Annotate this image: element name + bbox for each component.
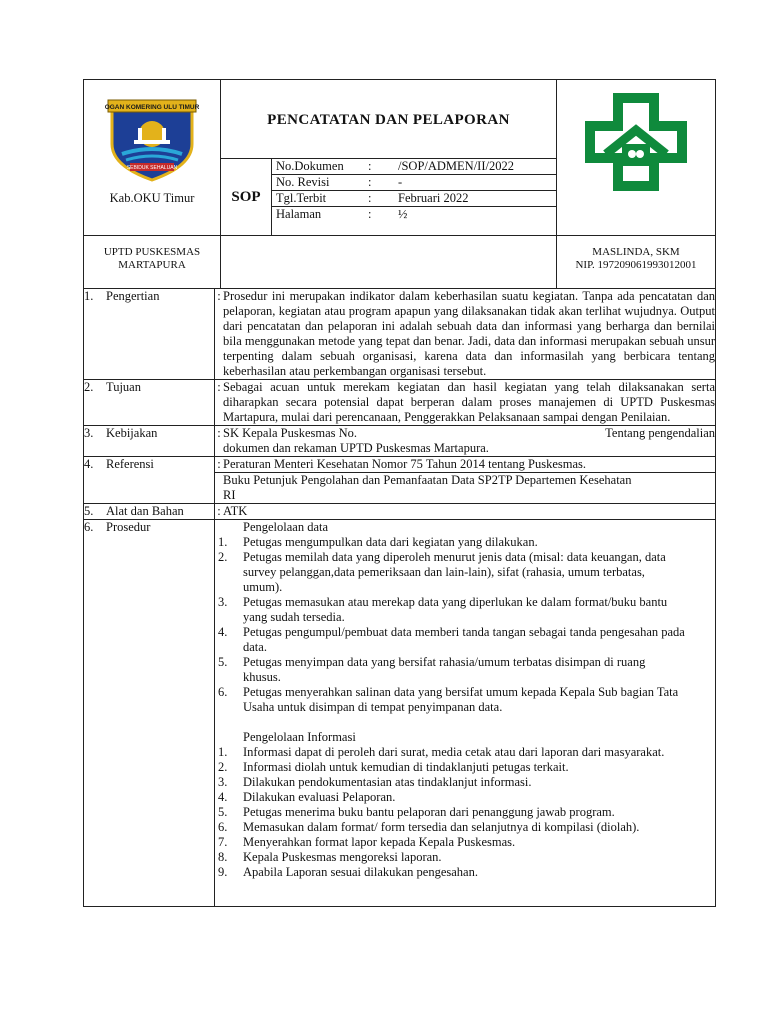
regency-logo-cell bbox=[84, 80, 221, 236]
puskesmas-cross-logo bbox=[576, 92, 696, 192]
content-cell bbox=[215, 520, 716, 907]
meta-value: ½ bbox=[398, 207, 408, 221]
label-cell bbox=[84, 457, 215, 504]
unit-cell bbox=[84, 236, 221, 289]
group-title-informasi: Pengelolaan Informasi bbox=[243, 730, 356, 744]
step-number: 8. bbox=[218, 850, 228, 864]
step-text: Petugas menyerahkan salinan data yang bersifat umum kepada Kepala Sub bagian Tata Usaha untuk disimpan di tempat penyimpanan data. bbox=[243, 685, 679, 714]
step-text: Memasukan dalam format/ form tersedia dan selanjutnya di kompilasi (diolah). bbox=[243, 820, 640, 834]
kebijakan-text-a: SK Kepala Puskesmas No. bbox=[223, 426, 358, 440]
step-number: 4. bbox=[218, 790, 228, 804]
step-number: 6. bbox=[218, 820, 228, 834]
row-referensi bbox=[84, 457, 716, 504]
procedure-step bbox=[215, 625, 685, 655]
unit-name: UPTD PUSKESMAS MARTAPURA bbox=[103, 246, 201, 271]
section-number: 3. bbox=[84, 426, 94, 440]
kabupaten-label: Kab.OKU Timur bbox=[109, 191, 195, 205]
meta-value: /SOP/ADMEN/II/2022 bbox=[398, 159, 514, 173]
procedure-step bbox=[215, 595, 685, 625]
procedure-step bbox=[215, 835, 685, 850]
section-label: Referensi bbox=[106, 457, 154, 471]
meta-row-halaman bbox=[272, 207, 556, 222]
step-number: 2. bbox=[218, 550, 228, 564]
content-cell: : Sebagai acuan untuk merekam kegiatan dan hasil kegiatan yang telah dilaksanakan serta diharapkan secara potensial dapat berperan dalam proses manajemen di UPTD Puskesmas Martapura, mulai dari perencanaan, Penggerakkan Pelaksanaan sampai dengan Penilaian. bbox=[215, 380, 716, 426]
pengertian-text: Prosedur ini merupakan indikator dalam keberhasilan suatu kegiatan. Tanpa ada pencatatan dan pelaporan, kegiatan atau program apapun yang dilaksanakan tidak akan terlihat wujudnya. Output dari pencatatan dan pelaporan ini adalah sebuah data dan informasi yang berharga dan bernilai bila menggunakan metode yang tepat dan benar. Jadi, data dan informasi merupakan sebuah unsur terpenting dalam sebuah organisasi, karena data dan informasilah yang berbicara tentang keberhasilan atau perkembangan organisasi tersebut. bbox=[223, 289, 715, 378]
section-number: 2. bbox=[84, 380, 94, 394]
procedure-step bbox=[215, 820, 685, 835]
step-number: 1. bbox=[218, 745, 228, 759]
content-cell: : ATK bbox=[215, 504, 716, 520]
meta-value: - bbox=[398, 175, 403, 189]
meta-colon: : bbox=[368, 159, 372, 173]
health-logo-cell bbox=[557, 80, 716, 236]
step-text: Informasi dapat di peroleh dari surat, media cetak atau dari laporan dari masyarakat. bbox=[243, 745, 665, 759]
section-label: Tujuan bbox=[106, 380, 141, 394]
content-cell: : Prosedur ini merupakan indikator dalam keberhasilan suatu kegiatan. Tanpa ada pencatatan dan pelaporan, kegiatan atau program apapun yang dilaksanakan tidak akan terlihat wujudnya. Output dari pencatatan dan pelaporan ini adalah sebuah data dan informasi yang berharga dan bernilai bila menggunakan metode yang tepat dan benar. Jadi, data dan informasi merupakan sebuah unsur terpenting dalam sebuah organisasi, karena data dan informasilah yang berbicara tentang keberhasilan atau perkembangan organisasi tersebut. bbox=[215, 289, 716, 380]
step-text: Informasi diolah untuk kemudian di tindaklanjuti petugas terkait. bbox=[243, 760, 569, 774]
meta-key: No. Revisi bbox=[276, 175, 330, 189]
step-text: Petugas memasukan atau merekap data yang diperlukan ke dalam format/buku bantu yang sudah tersedia. bbox=[243, 595, 668, 624]
empty-cell bbox=[221, 236, 557, 289]
step-number: 7. bbox=[218, 835, 228, 849]
procedure-step bbox=[215, 655, 685, 685]
sop-meta-cell bbox=[221, 159, 557, 236]
logo-motto-text: SEBIDUK SEHALUAN bbox=[126, 165, 178, 171]
document-meta bbox=[272, 159, 556, 235]
procedure-step bbox=[215, 685, 685, 715]
label-cell bbox=[84, 520, 215, 907]
step-text: Petugas pengumpul/pembuat data memberi tanda tangan sebagai tanda pengesahan pada data. bbox=[243, 625, 685, 654]
meta-row-revisi bbox=[272, 175, 556, 191]
step-number: 3. bbox=[218, 595, 228, 609]
step-text: Kepala Puskesmas mengoreksi laporan. bbox=[243, 850, 442, 864]
label-cell bbox=[84, 426, 215, 457]
content-cell: : Peraturan Menteri Kesehatan Nomor 75 Tahun 2014 tentang Puskesmas. Buku Petunjuk Pengolahan dan Pemanfaatan Data SP2TP Departemen Kesehatan RI bbox=[215, 457, 716, 504]
step-number: 5. bbox=[218, 805, 228, 819]
step-text: Dilakukan evaluasi Pelaporan. bbox=[243, 790, 396, 804]
procedure-step bbox=[215, 760, 685, 775]
header-table bbox=[83, 79, 716, 289]
procedure-step bbox=[215, 775, 685, 790]
section-number: 1. bbox=[84, 289, 94, 303]
referensi-line-1: Peraturan Menteri Kesehatan Nomor 75 Tahun 2014 tentang Puskesmas. bbox=[223, 457, 587, 471]
step-number: 3. bbox=[218, 775, 228, 789]
section-number: 5. bbox=[84, 504, 94, 518]
content-cell: : SK Kepala Puskesmas No. Tentang pengendalian dokumen dan rekaman UPTD Puskesmas Martapura. bbox=[215, 426, 716, 457]
tujuan-text: Sebagai acuan untuk merekam kegiatan dan hasil kegiatan yang telah dilaksanakan serta diharapkan secara potensial dapat berperan dalam proses manajemen di UPTD Puskesmas Martapura, mulai dari perencanaan, Penggerakkan Pelaksanaan sampai dengan Penilaian. bbox=[223, 380, 715, 424]
procedure-step bbox=[215, 535, 685, 550]
title-cell bbox=[221, 80, 557, 159]
meta-key: Halaman bbox=[276, 207, 322, 221]
section-label: Prosedur bbox=[106, 520, 151, 534]
meta-value: Februari 2022 bbox=[398, 191, 469, 205]
procedure-step bbox=[215, 550, 685, 595]
meta-key: No.Dokumen bbox=[276, 159, 344, 173]
step-text: Apabila Laporan sesuai dilakukan pengesahan. bbox=[243, 865, 478, 879]
step-text: Petugas menerima buku bantu pelaporan dari penanggung jawab program. bbox=[243, 805, 615, 819]
signer-nip: NIP. 197209061993012001 bbox=[575, 258, 697, 271]
alat-text: ATK bbox=[223, 504, 248, 518]
procedure-step bbox=[215, 850, 685, 865]
step-number: 6. bbox=[218, 685, 228, 699]
row-tujuan bbox=[84, 380, 716, 426]
row-pengertian bbox=[84, 289, 716, 380]
row-alat-bahan bbox=[84, 504, 716, 520]
step-number: 1. bbox=[218, 535, 228, 549]
step-text: Dilakukan pendokumentasian atas tindaklanjut informasi. bbox=[243, 775, 532, 789]
kebijakan-text-b: Tentang pengendalian bbox=[605, 426, 715, 440]
procedure-step bbox=[215, 805, 685, 820]
meta-colon: : bbox=[368, 191, 372, 205]
signer-name: MASLINDA, SKM bbox=[592, 246, 680, 258]
signature-cell bbox=[557, 236, 716, 289]
label-cell bbox=[84, 380, 215, 426]
step-number: 9. bbox=[218, 865, 228, 879]
step-text: Menyerahkan format lapor kepada Kepala Puskesmas. bbox=[243, 835, 516, 849]
step-text: Petugas memilah data yang diperoleh menurut jenis data (misal: data keuangan, data survey pelanggan,data pemeriksaan dan lain-lain), sifat (rahasia, umum terbatas, umum). bbox=[243, 550, 666, 594]
meta-row-nomor bbox=[272, 159, 556, 175]
kebijakan-text-c: dokumen dan rekaman UPTD Puskesmas Martapura. bbox=[223, 441, 489, 455]
sop-body-table bbox=[83, 288, 716, 907]
pengelolaan-informasi-list bbox=[215, 745, 685, 880]
pengelolaan-data-list bbox=[215, 535, 685, 715]
meta-colon: : bbox=[368, 207, 372, 221]
row-prosedur bbox=[84, 520, 716, 907]
section-label: Pengertian bbox=[106, 289, 160, 303]
step-text: Petugas mengumpulkan data dari kegiatan yang dilakukan. bbox=[243, 535, 538, 549]
logo-banner-text: OGAN KOMERING ULU TIMUR bbox=[104, 104, 200, 111]
meta-key: Tgl.Terbit bbox=[276, 191, 327, 205]
section-label: Alat dan Bahan bbox=[106, 504, 184, 518]
label-cell bbox=[84, 289, 215, 380]
section-label: Kebijakan bbox=[106, 426, 158, 440]
sop-document bbox=[83, 79, 716, 907]
section-number: 6. bbox=[84, 520, 94, 534]
step-text: Petugas menyimpan data yang bersifat rahasia/umum terbatas disimpan di ruang khusus. bbox=[243, 655, 646, 684]
step-number: 5. bbox=[218, 655, 228, 669]
document-title: PENCATATAN DAN PELAPORAN bbox=[267, 112, 510, 128]
meta-row-terbit bbox=[272, 191, 556, 207]
procedure-step bbox=[215, 790, 685, 805]
row-kebijakan bbox=[84, 426, 716, 457]
procedure-step bbox=[215, 745, 685, 760]
oku-timur-logo bbox=[104, 96, 200, 182]
procedure-step bbox=[215, 865, 685, 880]
step-number: 4. bbox=[218, 625, 228, 639]
sop-label: SOP bbox=[221, 159, 272, 235]
section-number: 4. bbox=[84, 457, 94, 471]
label-cell bbox=[84, 504, 215, 520]
meta-colon: : bbox=[368, 175, 372, 189]
referensi-line-2: Buku Petunjuk Pengolahan dan Pemanfaatan Data SP2TP Departemen Kesehatan RI bbox=[223, 473, 632, 502]
group-title-data: Pengelolaan data bbox=[243, 520, 329, 534]
step-number: 2. bbox=[218, 760, 228, 774]
